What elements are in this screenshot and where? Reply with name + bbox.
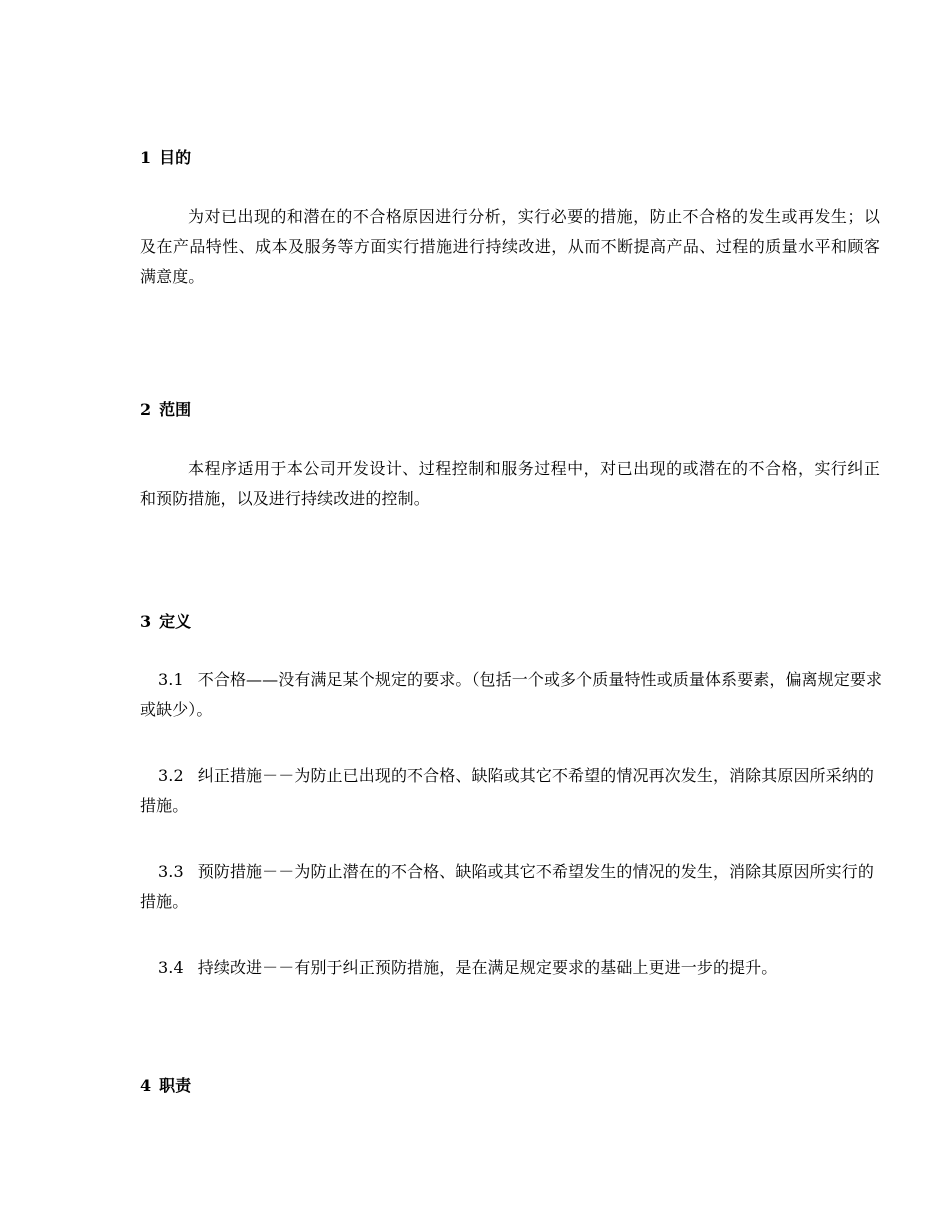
- definition-text: 纠正措施－－为防止已出现的不合格、缺陷或其它不希望的情况再次发生，消除其原因所采纳的措施。: [140, 766, 874, 815]
- definition-text: 持续改进－－有别于纠正预防措施，是在满足规定要求的基础上更进一步的提升。: [197, 958, 778, 977]
- section-heading-scope: [140, 400, 191, 420]
- section-heading-purpose: [140, 148, 191, 168]
- definition-text: 不合格——没有满足某个规定的要求。（包括一个或多个质量特性或质量体系要素，偏离规定要求或缺少）。: [140, 670, 883, 719]
- definition-item-continuous-improvement: [140, 953, 890, 983]
- section-number: 2: [140, 400, 152, 419]
- section-number: 4: [140, 1076, 152, 1095]
- section-heading-definitions: [140, 612, 191, 632]
- definition-number: 3.4: [158, 958, 184, 977]
- section-body-purpose: 为对已出现的和潜在的不合格原因进行分析，实行必要的措施，防止不合格的发生或再发生；以及在产品特性、成本及服务等方面实行措施进行持续改进，从而不断提高产品、过程的质量水平和顾客满意度。: [140, 207, 880, 286]
- section-number: 1: [140, 148, 152, 167]
- section-body-scope: 本程序适用于本公司开发设计、过程控制和服务过程中，对已出现的或潜在的不合格，实行纠正和预防措施，以及进行持续改进的控制。: [140, 459, 880, 508]
- section-title: 范围: [159, 400, 192, 419]
- definition-item-nonconformity: [140, 665, 890, 725]
- definition-number: 3.3: [158, 862, 184, 881]
- definition-number: 3.2: [158, 766, 184, 785]
- section-heading-responsibilities: [140, 1076, 191, 1096]
- definition-item-preventive-action: [140, 857, 890, 917]
- section-title: 目的: [159, 148, 192, 167]
- definition-item-corrective-action: [140, 761, 890, 821]
- section-number: 3: [140, 612, 152, 631]
- section-title: 职责: [159, 1076, 192, 1095]
- section-title: 定义: [159, 612, 192, 631]
- definition-number: 3.1: [158, 670, 184, 689]
- definition-text: 预防措施－－为防止潜在的不合格、缺陷或其它不希望发生的情况的发生，消除其原因所实行的措施。: [140, 862, 874, 911]
